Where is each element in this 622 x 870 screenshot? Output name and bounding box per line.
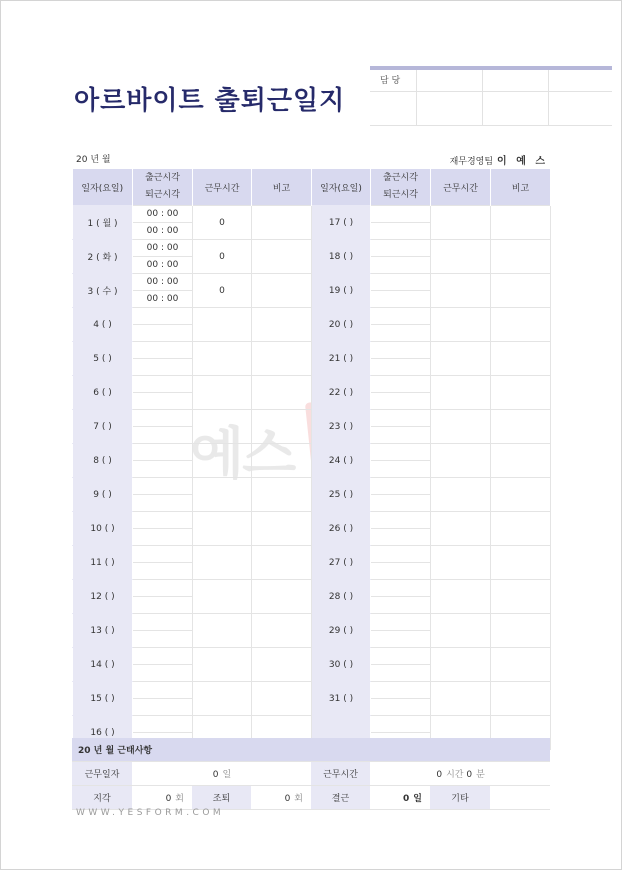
day-cell: 7 ( ) [73,410,133,444]
clock-in-cell[interactable] [371,682,431,699]
day-cell: 27 ( ) [312,546,371,580]
note-cell[interactable] [252,682,312,716]
clock-out-cell[interactable] [133,359,193,376]
absent-label: 결근 [311,786,370,810]
clock-in-cell[interactable] [371,580,431,597]
clock-in-cell[interactable] [133,308,193,325]
approval-box [370,70,612,126]
note-cell[interactable] [491,614,551,648]
clock-in-cell[interactable] [133,648,193,665]
early-leave-label: 조퇴 [192,786,251,810]
department: 재무경영팀 [449,157,494,167]
hours-cell[interactable] [193,512,252,546]
table-row [73,240,551,257]
table-row [73,614,551,631]
attendance-summary [72,738,550,810]
clock-out-cell[interactable] [133,495,193,512]
day-cell: 10 ( ) [73,512,133,546]
day-cell: 18 ( ) [312,240,371,274]
clock-in-cell[interactable] [371,444,431,461]
hours-cell[interactable] [431,206,491,240]
clock-out-cell[interactable] [371,461,431,478]
hours-cell[interactable] [431,274,491,308]
clock-in-cell[interactable] [133,444,193,461]
day-cell: 21 ( ) [312,342,371,376]
clock-in-cell[interactable] [133,512,193,529]
note-cell[interactable] [491,682,551,716]
hours-cell[interactable] [193,648,252,682]
clock-out-cell[interactable] [371,325,431,342]
col-note: 비고 [252,169,312,206]
note-cell[interactable] [252,614,312,648]
clock-in-cell[interactable] [133,342,193,359]
hours-cell[interactable] [431,240,491,274]
col-day: 일자(요일) [73,169,133,206]
clock-in-cell[interactable] [371,614,431,631]
day-cell: 13 ( ) [73,614,133,648]
clock-out-cell[interactable] [133,597,193,614]
note-cell[interactable] [252,206,312,240]
clock-in-cell[interactable] [133,682,193,699]
clock-in-cell[interactable] [371,308,431,325]
late-value[interactable]: 0 회 [132,786,192,810]
table-row [73,512,551,529]
work-days-value[interactable]: 0 일 [132,762,311,786]
approval-label: 담 당 [370,70,417,92]
hours-cell[interactable] [431,682,491,716]
note-cell[interactable] [491,308,551,342]
table-row [73,410,551,427]
work-days-label: 근무일자 [72,762,132,786]
hours-cell[interactable] [431,648,491,682]
table-row [73,308,551,325]
clock-in-cell[interactable] [371,240,431,257]
day-cell: 6 ( ) [73,376,133,410]
clock-in-cell[interactable] [133,614,193,631]
hours-cell[interactable] [431,342,491,376]
col-hours: 근무시간 [193,169,252,206]
note-cell[interactable] [252,546,312,580]
col-times: 출근시각 퇴근시각 [133,169,193,206]
hours-cell[interactable] [431,410,491,444]
footer-url: WWW.YESFORM.COM [76,808,225,818]
clock-in-cell[interactable] [371,648,431,665]
note-cell[interactable] [252,240,312,274]
clock-out-cell[interactable] [371,393,431,410]
note-cell[interactable] [491,546,551,580]
clock-out-cell[interactable] [371,495,431,512]
note-cell[interactable] [491,240,551,274]
note-cell[interactable] [252,308,312,342]
hours-cell[interactable] [431,580,491,614]
day-cell: 20 ( ) [312,308,371,342]
clock-in-cell[interactable] [371,478,431,495]
hours-cell[interactable] [193,376,252,410]
clock-in-cell[interactable] [133,410,193,427]
note-cell[interactable] [491,376,551,410]
attendance-table [72,169,551,750]
clock-in-cell[interactable] [371,546,431,563]
day-cell: 28 ( ) [312,580,371,614]
day-cell: 30 ( ) [312,648,371,682]
day-cell: 1 ( 월 ) [73,206,133,240]
note-cell[interactable] [491,478,551,512]
note-cell[interactable] [491,206,551,240]
table-row [73,376,551,393]
hours-cell[interactable] [193,682,252,716]
late-label: 지각 [72,786,132,810]
clock-in-cell[interactable]: 00 : 00 [133,206,193,223]
table-row [73,546,551,563]
day-cell: 3 ( 수 ) [73,274,133,308]
hours-cell[interactable] [193,580,252,614]
hours-cell[interactable] [193,410,252,444]
hours-cell[interactable] [431,478,491,512]
col-day-2: 일자(요일) [312,169,371,206]
day-cell: 31 ( ) [312,682,371,716]
clock-out-cell[interactable] [133,529,193,546]
note-cell[interactable] [491,342,551,376]
clock-in-cell[interactable]: 00 : 00 [133,274,193,291]
hours-cell[interactable] [431,308,491,342]
note-cell[interactable] [252,274,312,308]
clock-in-cell[interactable] [371,274,431,291]
day-cell: 14 ( ) [73,648,133,682]
table-row [73,716,551,733]
day-cell: 11 ( ) [73,546,133,580]
note-cell[interactable] [491,444,551,478]
day-cell: 12 ( ) [73,580,133,614]
hours-cell[interactable]: 0 [193,274,252,308]
clock-out-cell[interactable] [371,223,431,240]
clock-out-cell[interactable] [371,291,431,308]
hours-cell[interactable] [193,342,252,376]
clock-in-cell[interactable] [133,546,193,563]
clock-out-cell[interactable] [371,563,431,580]
work-time-label: 근무시간 [311,762,370,786]
clock-out-cell[interactable] [371,631,431,648]
clock-in-cell[interactable] [133,376,193,393]
note-cell[interactable] [491,274,551,308]
hours-cell[interactable] [431,444,491,478]
hours-cell[interactable] [193,308,252,342]
table-row [73,682,551,699]
other-label: 기타 [430,786,490,810]
clock-out-cell[interactable] [133,563,193,580]
note-cell[interactable] [252,512,312,546]
clock-in-cell[interactable] [133,716,193,733]
clock-out-cell[interactable] [133,461,193,478]
year-month: 20 년 월 [76,155,111,165]
clock-in-cell[interactable] [133,478,193,495]
author-name: 이 예 스 [497,156,548,167]
note-cell[interactable] [252,478,312,512]
clock-out-cell[interactable] [371,665,431,682]
day-cell: 24 ( ) [312,444,371,478]
note-cell[interactable] [252,376,312,410]
hours-cell[interactable] [193,614,252,648]
day-cell: 15 ( ) [73,682,133,716]
clock-in-cell[interactable] [371,376,431,393]
table-header [73,169,551,206]
day-cell: 5 ( ) [73,342,133,376]
hours-cell[interactable] [193,546,252,580]
table-row [73,478,551,495]
clock-in-cell[interactable]: 00 : 00 [133,240,193,257]
note-cell[interactable] [491,512,551,546]
clock-out-cell[interactable] [371,529,431,546]
hours-cell[interactable] [431,376,491,410]
table-row [73,274,551,291]
clock-out-cell[interactable]: 00 : 00 [133,291,193,308]
summary-title: 20 년 월 근태사항 [72,738,550,762]
clock-out-cell[interactable] [133,325,193,342]
table-row [73,580,551,597]
hours-cell[interactable] [193,444,252,478]
clock-out-cell[interactable] [371,699,431,716]
day-cell: 4 ( ) [73,308,133,342]
watermark-text: 예스 [190,422,295,487]
other-value[interactable] [490,786,550,810]
day-cell: 16 ( ) [73,716,133,750]
hours-cell[interactable]: 0 [193,206,252,240]
clock-out-cell[interactable] [371,597,431,614]
table-row [73,444,551,461]
clock-out-cell[interactable] [133,631,193,648]
clock-out-cell[interactable] [133,665,193,682]
table-row [73,206,551,223]
author-info [450,152,548,167]
note-cell[interactable] [491,648,551,682]
early-leave-value[interactable]: 0 회 [251,786,311,810]
col-hours-2: 근무시간 [431,169,491,206]
clock-in-cell[interactable] [133,580,193,597]
clock-out-cell[interactable] [133,393,193,410]
day-cell: 19 ( ) [312,274,371,308]
col-times-2: 출근시각 퇴근시각 [371,169,431,206]
day-cell: 26 ( ) [312,512,371,546]
day-cell: 8 ( ) [73,444,133,478]
clock-out-cell[interactable]: 00 : 00 [133,257,193,274]
hours-cell[interactable] [431,512,491,546]
absent-value[interactable]: 0 일 [370,786,430,810]
clock-in-cell[interactable] [371,342,431,359]
table-row [73,648,551,665]
work-time-value[interactable]: 0 시간 0 분 [370,762,550,786]
clock-out-cell[interactable] [371,359,431,376]
hours-cell[interactable] [431,614,491,648]
day-cell: 25 ( ) [312,478,371,512]
clock-out-cell[interactable] [371,257,431,274]
day-cell: 23 ( ) [312,410,371,444]
day-cell: 2 ( 화 ) [73,240,133,274]
note-cell[interactable] [252,648,312,682]
clock-in-cell[interactable] [371,716,431,733]
note-cell[interactable] [252,410,312,444]
note-cell[interactable] [491,580,551,614]
clock-out-cell[interactable] [133,427,193,444]
note-cell[interactable] [252,342,312,376]
note-cell[interactable] [252,580,312,614]
table-row [73,342,551,359]
hours-cell[interactable] [193,478,252,512]
day-cell: 9 ( ) [73,478,133,512]
hours-cell[interactable]: 0 [193,240,252,274]
clock-out-cell[interactable]: 00 : 00 [133,223,193,240]
clock-in-cell[interactable] [371,206,431,223]
day-cell: 22 ( ) [312,376,371,410]
hours-cell[interactable] [431,546,491,580]
clock-in-cell[interactable] [371,410,431,427]
col-note-2: 비고 [491,169,551,206]
clock-in-cell[interactable] [371,512,431,529]
clock-out-cell[interactable] [371,427,431,444]
note-cell[interactable] [252,444,312,478]
day-cell: 29 ( ) [312,614,371,648]
note-cell[interactable] [491,410,551,444]
clock-out-cell[interactable] [133,699,193,716]
page-title: 아르바이트 출퇴근일지 [74,86,346,116]
day-cell: 17 ( ) [312,206,371,240]
